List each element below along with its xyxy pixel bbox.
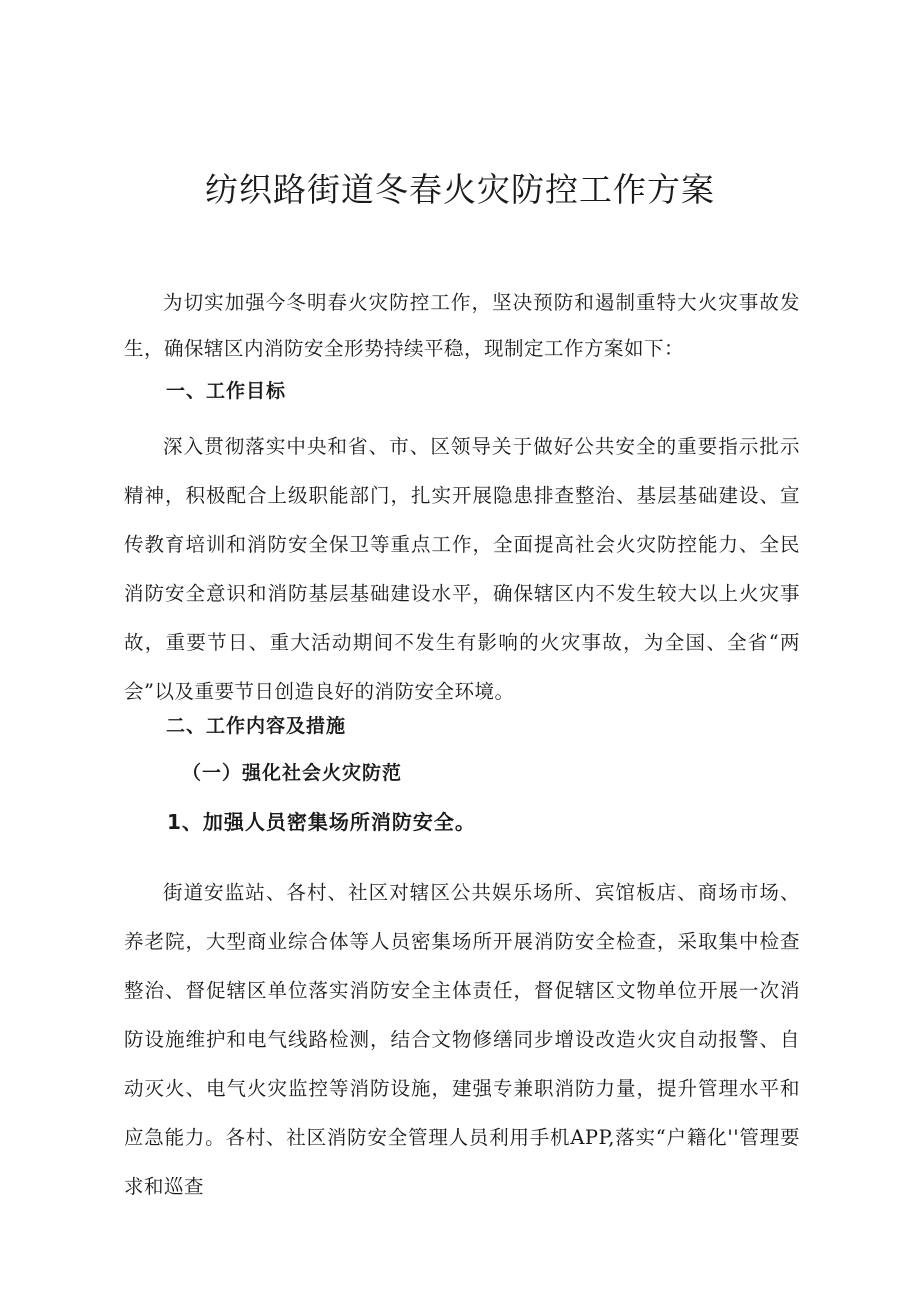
document-title: 纺织路街道冬春火灾防控工作方案 — [205, 170, 715, 209]
intro-paragraph: 为切实加强今冬明春火灾防控工作，坚决预防和遏制重特大火灾事故发生，确保辖区内消防安全形势持续平稳，现制定工作方案如下： — [124, 291, 800, 360]
goals-paragraph: 深入贯彻落实中央和省、市、区领导关于做好公共安全的重要指示批示精神，积极配合上级职能部门，扎实开展隐患排查整治、基层基础建设、宣传教育培训和消防安全保卫等重点工作，全面提高社会火灾防控能力、全民消防安全意识和消防基层基础建设水平，确保辖区内不发生较大以上火灾事故，重要节日、重大活动期间不发生有影响的火灾事故，为全国、全省“两会”以及重要节日创造良好的消防安全环境。 — [124, 435, 800, 703]
section-heading-measures: 二、工作内容及措施 — [166, 715, 347, 737]
item-heading-crowded-places: 1、加强人员密集场所消防安全。 — [167, 810, 476, 834]
subsection-heading-fire-prevention: （一）强化社会火灾防范 — [182, 762, 403, 784]
crowded-places-paragraph: 街道安监站、各村、社区对辖区公共娱乐场所、宾馆板店、商场市场、养老院，大型商业综合体等人员密集场所开展消防安全检查，采取集中检查整治、督促辖区单位落实消防安全主体责任，督促辖区文物单位开展一次消防设施维护和电气线路检测，结合文物修缮同步增设改造火灾自动报警、自动灭火、电气火灾监控等消防设施，建强专兼职消防力量，提升管理水平和应急能力。各村、社区消防安全管理人员利用手机APP,落实“户籍化''管理要求和巡查 — [124, 881, 800, 1198]
section-heading-goals: 一、工作目标 — [166, 380, 287, 402]
